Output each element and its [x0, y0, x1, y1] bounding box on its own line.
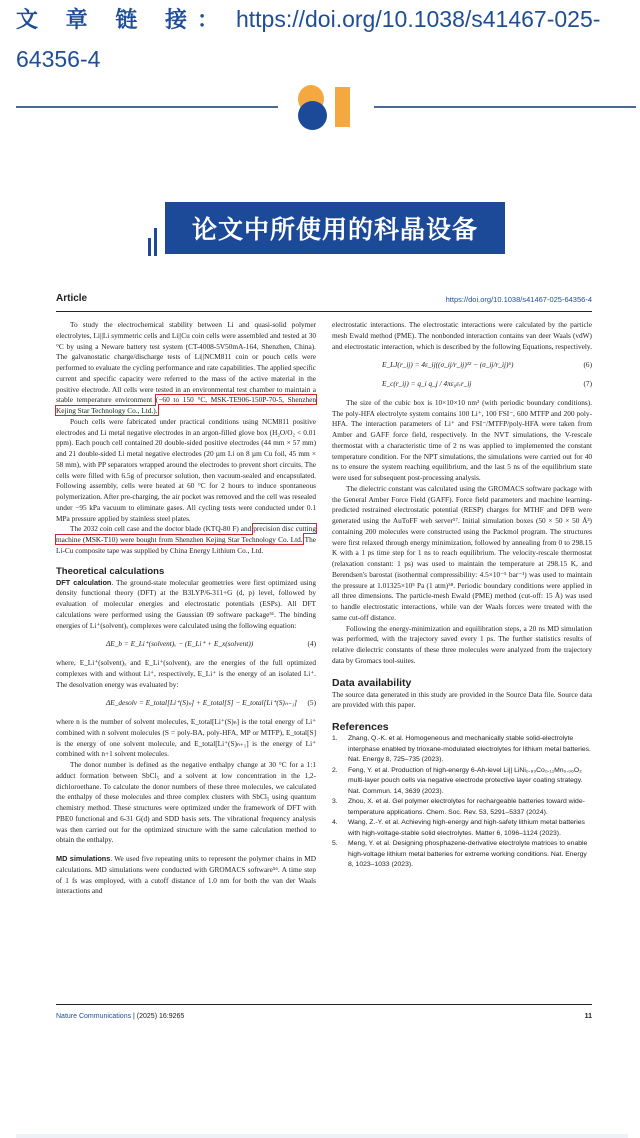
article-link-label: 文 章 链 接：: [16, 8, 229, 33]
heading-references: References: [332, 721, 389, 733]
heading-data-availability: Data availability: [332, 676, 412, 689]
right-column: [332, 320, 592, 897]
divider-left: [16, 106, 278, 108]
reference-item: 3. Zhou, X. et al. Gel polymer electrolytes for rechargeable batteries toward wide-temperature applications. Chem. Soc. Rev. 53, 5291–5337 (2024).: [332, 798, 585, 816]
section-number-logo-icon: [294, 84, 354, 130]
highlighted-equipment-1: (−60 to 150 °C, MSK-TE906-150P-70-5, Shenzhen Kejing Star Technology Co., Ltd.).: [56, 395, 317, 415]
paragraph: Pouch cells were fabricated under practical conditions using NCM811 positive electrodes and Li metal negative electrodes in an argon-filled glove box (H₂O/O₂ < 0.01 ppm). Each pouch cell contained 20 double-sided positive electrodes (44 mm × 57 mm) and 21 double-sided Li metal negative electrodes (20 µm Li on 8 µm Cu foil, 45 mm × 58 mm), with PP separators wrapped around the electrodes to prevent short circuits. The cells were filled with 6.5g of precursor solution, then vacuum-sealed and encapsulated. Following assembly, cells were heated at 60 °C for 2 hours to induce spontaneous polymerization. After pre-charging, the air pocket was removed and the cell was resealed under −95 kPa vacuum to eliminate gases. All cycling tests were conducted under 0.1 MPa pressure applied by stainless steel plates.: [56, 416, 317, 523]
blue-circle-icon: [298, 101, 327, 130]
paragraph: where, E_Li⁺(solvent)ₓ and E_Li⁺(solvent)ₓ are the energies of the full optimized complexes with and without Li⁺, respectively, E_Li⁺ is the energy of an isolated Li⁺. The desolvation energy was evaluated by:: [56, 658, 316, 689]
paragraph: The dielectric constant was calculated using the GROMACS software package with the General Amber Force Field (GAFF). Force field parameters and machine learning-predicted restrained electrostatic potential (RESP) charges for MTHF and DFB were generated using the AuToFF web server⁵⁷. Initial simulation boxes (50 × 50 × 50 Å³) containing 200 molecules were constructed using the Packmol program. The structures were first relaxed through energy minimization, followed by annealing from 0 to 298.15 K with a 1 ps time step for 1 ns to reach equilibrium. The velocity-rescale thermostat (relaxation constant: 1 ps) was used to maintain the temperature at 298.15 K, and Berendsen's barostat (isothermal compressibility: 4.5×10⁻⁵ bar⁻¹) was used to maintain the pressure at 1.01325×10⁵ Pa (1 atm)⁵⁸. Periodic boundary conditions were applied in all three dimensions. The particle-mesh Ewald (PME) method (cut-off: 15 Å) was used to handle electrostatic interactions, while van der Waals forces were treated with the same cut-off distance.: [332, 483, 592, 622]
equation-4: ΔE_b = E_Li⁺(solvent)ₓ − (E_Li⁺ + E_x(solvent)) (4): [106, 639, 316, 649]
paper-footer: [56, 1004, 592, 1030]
reference-item: 5. Meng, Y. et al. Designing phosphazene-derivative electrolyte matrices to enable high-voltage lithium metal batteries for extreme working conditions. Nat. Energy 8, 1023–1033 (2023).: [332, 840, 588, 868]
bottom-separator: [16, 1134, 628, 1138]
paragraph: Following the energy-minimization and equilibration steps, a 20 ns MD simulation was performed, with the trajectory saved every 1 ps. The further statistics results of relative dielectric constants of these three molecules were analyzed from the trajectory data by Gromacs tool-suites.: [332, 623, 592, 665]
divider-right: [374, 106, 636, 108]
paper-header: [56, 290, 592, 312]
journal-citation: Nature Communications | (2025) 16:9265: [56, 1013, 185, 1020]
reference-item: 1. Zhang, Q.-K. et al. Homogeneous and mechanically stable solid-electrolyte interphase enabled by trioxane-modulated electrolytes for lithium metal batteries. Nat. Energy 8, 725–735 (2023).: [332, 735, 591, 763]
article-link-block: [16, 0, 628, 80]
orange-bar-icon: [335, 87, 350, 127]
heading-theoretical-calculations: Theoretical calculations: [56, 565, 165, 577]
section-title: 论文中所使用的科晶设备: [165, 202, 505, 254]
reference-item: 2. Feng, Y. et al. Production of high-energy 6-Ah-level Li|| LiNi₀.₈₃Co₀.₁₁Mn₀.₀₆O₂ multi-layer pouch cells via negative electrode protective layer coating strategy. Nat. Commun. 14, 3639 (2023).: [332, 766, 583, 795]
page-number: 11: [584, 1013, 592, 1020]
left-column: [56, 320, 316, 897]
paragraph: The size of the cubic box is 10×10×10 nm³ (with periodic boundary conditions). The poly-HFA electrolyte system contains 100 Li⁺, 100 FSI⁻, 600 MTFP and 200 poly-HFA. The interaction parameters of Li⁺ and FSI⁻/MTFP/poly-HFA were taken from Amber and GAFF force field, respectively. In the NVT simulations, the V-rescale thermostat with a characteristic time of 2 ns was applied to implemented the constant temperature condition. For the NPT simulations, the simulations were carried out for 40 ns to ensure the system reaching equilibrium, and the last 5 ns of the equilibrium state were used for subsequent post-processing analysis.: [332, 397, 592, 482]
equation-5: ΔE_desolv = E_total[Li⁺(S)ₙ] + E_total[S] − E_total[Li⁺(S)ₙ₋₁] (5): [106, 698, 316, 708]
paper-doi: https://doi.org/10.1038/s41467-025-64356-4: [445, 295, 592, 304]
equation-7: E_c(r_ij) = q_i q_j / 4πε₀εᵣr_ij (7): [382, 379, 592, 388]
equation-6: E_LJ(r_ij) = 4ε_ij((σ_ij/r_ij)¹² − (σ_ij/r_ij)⁶) (6): [382, 360, 592, 370]
article-type: Article: [56, 293, 88, 304]
paragraph: MD simulations. We used five repeating units to represent the polymer chains in MD calculations. MD simulations were conducted with GROMACS software⁵⁶. A time step of 1 fs was employed, with a cutoff distance of 1.0 nm for both the van der Waals interactions and: [56, 854, 317, 896]
reference-list: [332, 734, 592, 871]
article-link-url[interactable]: https://doi.org/10.1038/s41467-025-64356-4: [16, 6, 601, 72]
title-bars-icon: [148, 228, 162, 256]
paragraph: The source data generated in this study are provided in the Source Data file. Source data are provided with this paper.: [332, 689, 592, 710]
paragraph: The 2032 coin cell case and the doctor blade (KTQ-80 F) and precision disc cutting machine (MSK-T10) were bought from Shenzhen Kejing Star Technology Co. Ltd. The Li-Cu composite tape was supplied by China Energy Lithium Co., Ltd.: [56, 524, 316, 555]
reference-item: 4. Wang, Z.-Y. et al. Achieving high-energy and high-safety lithium metal batteries with high-voltage-stable solid electrolytes. Matter 6, 1096–1124 (2023).: [332, 819, 585, 837]
paragraph: electrostatic interactions. The electrostatic interactions were calculated by the particle mesh Ewald method (PME). The nonbonded interaction contains van deer Waals (vdW) and electrostatic interaction, which is described by the following Equations, respectively.: [332, 320, 592, 351]
highlighted-equipment-2: precision disc cutting machine (MSK-T10) were bought from Shenzhen Kejing Star Technology Co. Ltd.: [56, 524, 316, 544]
paragraph: To study the electrochemical stability between Li and quasi-solid polymer electrolytes, Li||Li symmetric cells and Li||Cu coin cells were assembled and tested at 30 °C by using a Neware battery test system (CT-4008-5V50mA-164, Shenzhen, China). The galvanostatic charge/discharge tests of Li||NCM811 coin or pouch cells were performed to evaluate the cycling performance and rate capabilities. The applied specific current and specific capacity were referred to the mass of the active material in the positive electrode. All cells were tested in an environmental test chamber to maintain a stable temperature environment (−60 to 150 °C, MSK-TE906-150P-70-5, Shenzhen Kejing Star Technology Co., Ltd.).: [56, 320, 317, 415]
paragraph: The donor number is defined as the negative enthalpy change at 30 °C for a 1:1 adduct formation between SbCl₅ and a solvent at low concentration in the 1,2-dichloroethane. To calculate the donor numbers of these three molecules, we calculated the enthalpy of these molecules and three complex clusters with SbCl₅ using quantum chemistry method. These structures were optimized under the framework of DFT with PBE0 functional and 6-31 G(d) and SDD basis sets. The vibrational frequency analysis was then carried out for the optimized structure with the same calculation method to obtain the enthalpy.: [56, 760, 316, 845]
paragraph: where n is the number of solvent molecules, E_total[Li⁺(S)ₙ] is the total energy of Li⁺ combined with n solvent molecules (S = poly-BA, poly-HFA, MP or MTFP), E_total[S] is the energy of one solvent molecule, and E_total[Li⁺(S)ₙ₊₁] is the energy of Li⁺ combined with n+1 solvent molecules.: [56, 717, 316, 759]
paragraph: DFT calculation. The ground-state molecular geometries were first optimized using density functional theory (DFT) at the B3LYP/6-311+G (d, p) level, followed by evaluation of molecular energies and electrostatic potentials (ESPs). All DFT calculations were performed using the Gaussian 09 software package⁵¹. The binding energies of Li⁺(solvent)ₓ complexes were calculated using the following equation:: [56, 577, 317, 630]
paper-page-image: [56, 290, 592, 1030]
